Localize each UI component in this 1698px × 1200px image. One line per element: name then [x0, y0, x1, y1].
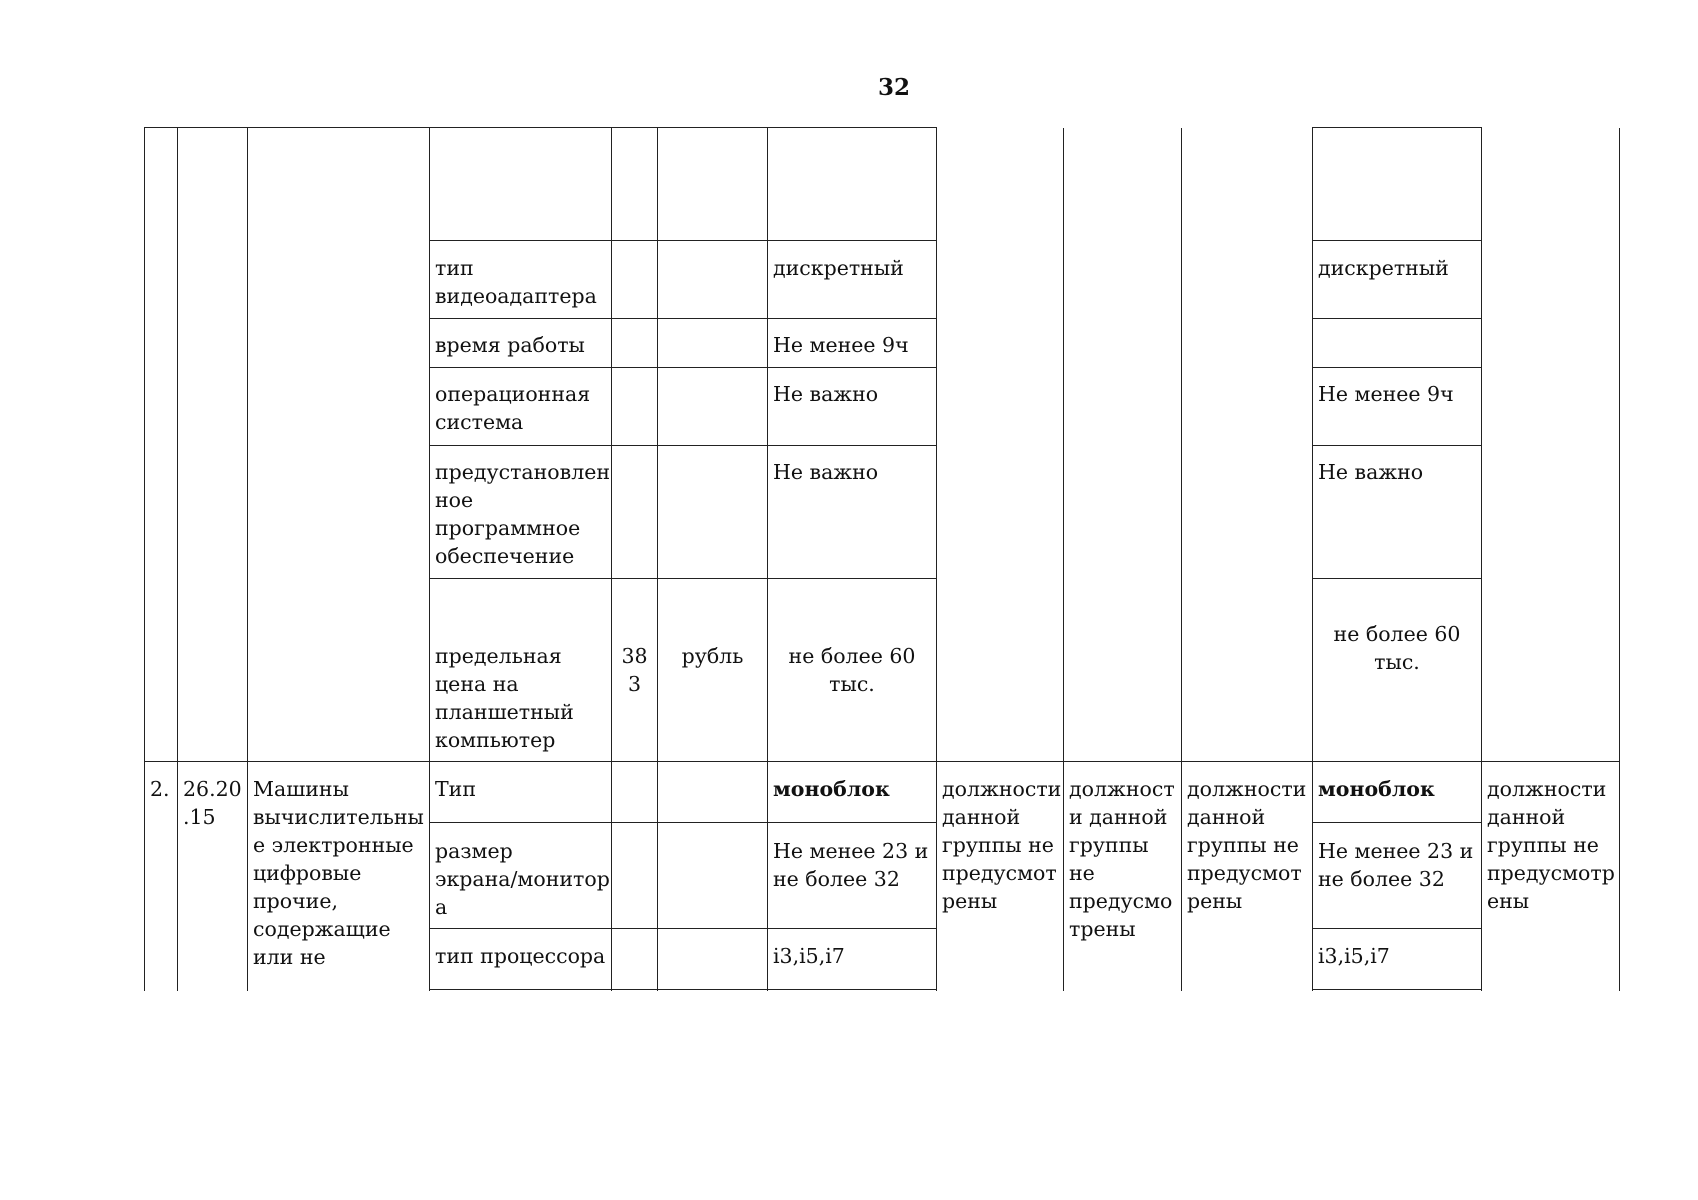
text-line: данной	[942, 805, 1021, 829]
text-line: предусмот	[942, 861, 1057, 885]
value-type-main: моноблок	[773, 777, 890, 801]
text-line: планшетный	[435, 700, 574, 724]
okei-code-price-limit	[612, 642, 657, 698]
text-line: группы не	[1487, 833, 1599, 857]
text-line: не более 60	[788, 644, 916, 668]
table-border-top	[1312, 127, 1482, 128]
text-line: должности	[1187, 777, 1307, 801]
text-line: предусмот	[1187, 861, 1302, 885]
column-divider	[1181, 128, 1182, 991]
row-divider	[1312, 318, 1482, 319]
column-divider	[936, 128, 937, 991]
text-line: обеспечение	[435, 544, 575, 568]
text-line: не более 32	[1318, 867, 1445, 891]
value-screen-size-alt	[1318, 837, 1473, 893]
column-divider	[767, 128, 768, 991]
text-line: а	[435, 895, 448, 919]
value-os-main: Не важно	[773, 382, 879, 406]
text-line: тип	[435, 256, 474, 280]
value-price-limit-main	[768, 642, 936, 698]
column-divider	[657, 128, 658, 991]
text-line: должност	[1069, 777, 1175, 801]
text-line: цена на	[435, 672, 519, 696]
column-divider	[611, 128, 612, 991]
value-video-adapter-alt: дискретный	[1318, 256, 1449, 280]
not-provided-group-c	[1187, 775, 1306, 915]
characteristic-name-price-limit	[435, 642, 574, 754]
text-line: данной	[1487, 805, 1566, 829]
row-divider	[429, 822, 937, 823]
value-video-adapter-main: дискретный	[773, 256, 904, 280]
characteristic-name-processor-type: тип процессора	[435, 944, 606, 968]
row-divider	[1312, 367, 1482, 368]
value-processor-type-alt: i3,i5,i7	[1318, 944, 1390, 968]
characteristic-name-video-adapter	[435, 254, 597, 310]
value-os-alt: Не менее 9ч	[1318, 382, 1454, 406]
value-screen-size-main	[773, 837, 928, 893]
row-divider	[1312, 822, 1482, 823]
value-processor-type-main: i3,i5,i7	[773, 944, 845, 968]
not-provided-group-a	[942, 775, 1061, 915]
text-line: Не менее 23 и	[773, 839, 929, 863]
page-number: 32	[877, 74, 910, 101]
text-line: трены	[1069, 917, 1136, 941]
text-line: предусмотр	[1487, 861, 1615, 885]
text-line: тыс.	[829, 672, 875, 696]
text-line: 26.20	[183, 777, 242, 801]
text-line: группы	[1069, 833, 1149, 857]
text-line: .15	[183, 805, 216, 829]
column-divider	[177, 128, 178, 991]
text-line: группы не	[942, 833, 1054, 857]
text-line: не более 32	[773, 867, 900, 891]
text-line: не	[1069, 861, 1095, 885]
text-line: должности	[942, 777, 1062, 801]
text-line: Не менее 23 и	[1318, 839, 1474, 863]
text-line: рены	[1187, 889, 1243, 913]
text-line: операционная	[435, 382, 591, 406]
table-border-right	[1619, 128, 1620, 991]
text-line: предельная	[435, 644, 562, 668]
row-divider	[429, 989, 937, 990]
text-line: тыс.	[1374, 650, 1420, 674]
text-line: 3	[627, 672, 642, 696]
value-preinstalled-software-alt: Не важно	[1318, 460, 1424, 484]
text-line: программное	[435, 516, 581, 540]
column-divider	[1063, 128, 1064, 991]
text-line: содержащие	[253, 917, 391, 941]
column-divider	[247, 128, 248, 991]
row-divider	[1312, 578, 1482, 579]
text-line: данной	[1187, 805, 1266, 829]
value-battery-life-main: Не менее 9ч	[773, 333, 909, 357]
text-line: прочие,	[253, 889, 338, 913]
row-divider	[429, 928, 937, 929]
text-line: предусмо	[1069, 889, 1173, 913]
row-divider	[429, 445, 937, 446]
product-name	[253, 775, 424, 971]
not-provided-group-d	[1487, 775, 1615, 915]
okpd-code	[183, 775, 242, 831]
row-divider	[1312, 240, 1482, 241]
characteristic-name-type: Тип	[435, 777, 476, 801]
text-line: видеоадаптера	[435, 284, 597, 308]
value-price-limit-alt	[1313, 620, 1481, 676]
text-line: группы не	[1187, 833, 1299, 857]
row-divider	[1312, 928, 1482, 929]
table-border-left	[144, 128, 145, 991]
text-line: 38	[621, 644, 648, 668]
text-line: не более 60	[1333, 622, 1461, 646]
row-divider	[429, 367, 937, 368]
not-provided-group-b	[1069, 775, 1175, 943]
characteristic-name-screen-size	[435, 837, 610, 921]
text-line: размер	[435, 839, 513, 863]
unit-price-limit: рубль	[681, 644, 744, 668]
text-line: Машины	[253, 777, 349, 801]
characteristic-name-preinstalled-software	[435, 458, 610, 570]
section-divider	[144, 761, 1620, 762]
row-index: 2.	[150, 777, 170, 801]
row-divider	[1312, 989, 1482, 990]
text-line: должности	[1487, 777, 1607, 801]
characteristic-name-os	[435, 380, 590, 436]
text-line: ное	[435, 488, 474, 512]
row-divider	[429, 578, 937, 579]
text-line: ены	[1487, 889, 1530, 913]
text-line: вычислительны	[253, 805, 424, 829]
column-divider	[429, 128, 430, 991]
value-preinstalled-software-main: Не важно	[773, 460, 879, 484]
column-divider	[1312, 128, 1313, 991]
row-divider	[429, 318, 937, 319]
row-divider	[1312, 445, 1482, 446]
row-divider	[429, 240, 937, 241]
table-border-top	[144, 127, 937, 128]
value-type-alt: моноблок	[1318, 777, 1435, 801]
text-line: и данной	[1069, 805, 1168, 829]
text-line: компьютер	[435, 728, 556, 752]
column-divider	[1481, 128, 1482, 991]
text-line: цифровые	[253, 861, 362, 885]
text-line: экрана/монитор	[435, 867, 610, 891]
text-line: рены	[942, 889, 998, 913]
text-line: е электронные	[253, 833, 414, 857]
characteristic-name-battery-life: время работы	[435, 333, 585, 357]
text-line: система	[435, 410, 524, 434]
text-line: или не	[253, 945, 326, 969]
text-line: предустановлен	[435, 460, 611, 484]
